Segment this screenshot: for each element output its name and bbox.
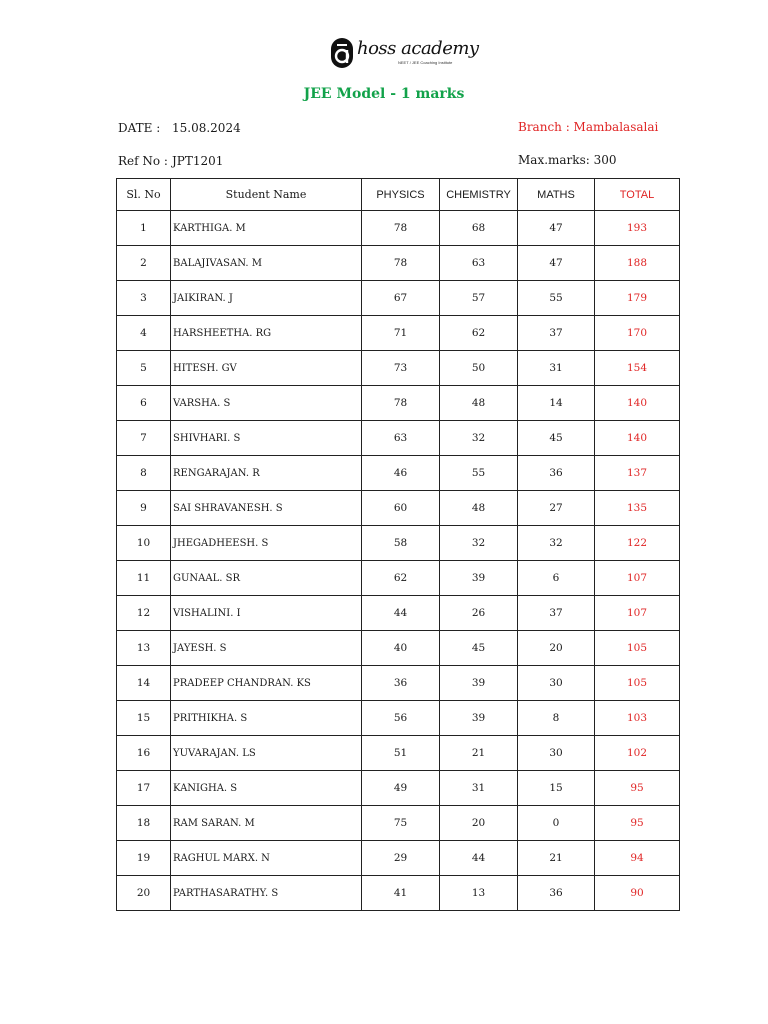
- cell-sl-no: 1: [117, 211, 171, 246]
- cell-chemistry: 20: [440, 806, 518, 841]
- cell-chemistry: 62: [440, 316, 518, 351]
- cell-sl-no: 8: [117, 456, 171, 491]
- cell-maths: 30: [518, 666, 595, 701]
- cell-maths: 47: [518, 246, 595, 281]
- cell-maths: 32: [518, 526, 595, 561]
- cell-student-name: JAYESH. S: [171, 631, 362, 666]
- cell-student-name: SAI SHRAVANESH. S: [171, 491, 362, 526]
- cell-sl-no: 15: [117, 701, 171, 736]
- cell-chemistry: 32: [440, 421, 518, 456]
- cell-total: 103: [595, 701, 680, 736]
- table-row: [117, 736, 680, 771]
- table-row: [117, 526, 680, 561]
- header-student-name: Student Name: [171, 179, 362, 211]
- cell-sl-no: 3: [117, 281, 171, 316]
- header-chemistry: CHEMISTRY: [440, 179, 518, 211]
- cell-maths: 55: [518, 281, 595, 316]
- marks-table: [116, 178, 680, 911]
- academy-logo: [330, 36, 479, 74]
- cell-student-name: SHIVHARI. S: [171, 421, 362, 456]
- cell-sl-no: 9: [117, 491, 171, 526]
- cell-chemistry: 68: [440, 211, 518, 246]
- cell-sl-no: 13: [117, 631, 171, 666]
- cell-chemistry: 13: [440, 876, 518, 911]
- header-sl-no: Sl. No: [117, 179, 171, 211]
- table-row: [117, 316, 680, 351]
- cell-chemistry: 32: [440, 526, 518, 561]
- cell-sl-no: 2: [117, 246, 171, 281]
- cell-total: 193: [595, 211, 680, 246]
- cell-student-name: YUVARAJAN. LS: [171, 736, 362, 771]
- cell-student-name: PARTHASARATHY. S: [171, 876, 362, 911]
- max-marks-label: Max.marks: 300: [518, 153, 617, 167]
- cell-sl-no: 20: [117, 876, 171, 911]
- cell-student-name: BALAJIVASAN. M: [171, 246, 362, 281]
- cell-total: 137: [595, 456, 680, 491]
- cell-student-name: PRADEEP CHANDRAN. KS: [171, 666, 362, 701]
- date-label: DATE :: [118, 121, 161, 135]
- cell-total: 105: [595, 631, 680, 666]
- cell-maths: 36: [518, 876, 595, 911]
- cell-maths: 8: [518, 701, 595, 736]
- cell-total: 140: [595, 421, 680, 456]
- cell-chemistry: 21: [440, 736, 518, 771]
- cell-maths: 27: [518, 491, 595, 526]
- branch-label: Branch : Mambalasalai: [518, 120, 659, 134]
- table-row: [117, 561, 680, 596]
- table-row: [117, 596, 680, 631]
- table-row: [117, 701, 680, 736]
- cell-chemistry: 44: [440, 841, 518, 876]
- cell-physics: 75: [362, 806, 440, 841]
- cell-sl-no: 4: [117, 316, 171, 351]
- cell-chemistry: 39: [440, 561, 518, 596]
- cell-chemistry: 57: [440, 281, 518, 316]
- cell-total: 95: [595, 771, 680, 806]
- cell-chemistry: 39: [440, 701, 518, 736]
- cell-student-name: GUNAAL. SR: [171, 561, 362, 596]
- cell-student-name: PRITHIKHA. S: [171, 701, 362, 736]
- cell-total: 105: [595, 666, 680, 701]
- cell-chemistry: 26: [440, 596, 518, 631]
- table-row: [117, 491, 680, 526]
- cell-sl-no: 17: [117, 771, 171, 806]
- table-row: [117, 456, 680, 491]
- cell-chemistry: 39: [440, 666, 518, 701]
- cell-physics: 29: [362, 841, 440, 876]
- cell-student-name: RAGHUL MARX. N: [171, 841, 362, 876]
- cell-physics: 78: [362, 246, 440, 281]
- cell-total: 179: [595, 281, 680, 316]
- header-physics: PHYSICS: [362, 179, 440, 211]
- cell-chemistry: 45: [440, 631, 518, 666]
- cell-sl-no: 14: [117, 666, 171, 701]
- cell-chemistry: 63: [440, 246, 518, 281]
- cell-student-name: VARSHA. S: [171, 386, 362, 421]
- cell-total: 107: [595, 596, 680, 631]
- table-row: [117, 246, 680, 281]
- cell-student-name: KARTHIGA. M: [171, 211, 362, 246]
- cell-sl-no: 16: [117, 736, 171, 771]
- table-row: [117, 841, 680, 876]
- cell-chemistry: 55: [440, 456, 518, 491]
- cell-maths: 45: [518, 421, 595, 456]
- cell-total: 154: [595, 351, 680, 386]
- cell-total: 188: [595, 246, 680, 281]
- ref-no-label: Ref No :: [118, 154, 168, 168]
- logo-mark-icon: [330, 36, 354, 70]
- cell-maths: 37: [518, 596, 595, 631]
- cell-physics: 41: [362, 876, 440, 911]
- cell-chemistry: 50: [440, 351, 518, 386]
- cell-sl-no: 10: [117, 526, 171, 561]
- logo-tagline: NEET / JEE Coaching Institute: [398, 60, 453, 65]
- cell-student-name: JHEGADHEESH. S: [171, 526, 362, 561]
- cell-physics: 36: [362, 666, 440, 701]
- cell-total: 90: [595, 876, 680, 911]
- cell-physics: 58: [362, 526, 440, 561]
- header-total: TOTAL: [595, 179, 680, 211]
- cell-student-name: KANIGHA. S: [171, 771, 362, 806]
- cell-maths: 37: [518, 316, 595, 351]
- cell-maths: 30: [518, 736, 595, 771]
- cell-physics: 51: [362, 736, 440, 771]
- cell-physics: 78: [362, 211, 440, 246]
- cell-total: 170: [595, 316, 680, 351]
- cell-student-name: JAIKIRAN. J: [171, 281, 362, 316]
- cell-physics: 67: [362, 281, 440, 316]
- table-row: [117, 281, 680, 316]
- cell-total: 102: [595, 736, 680, 771]
- ref-no-value: JPT1201: [172, 154, 224, 168]
- cell-student-name: VISHALINI. I: [171, 596, 362, 631]
- cell-physics: 60: [362, 491, 440, 526]
- cell-student-name: HARSHEETHA. RG: [171, 316, 362, 351]
- table-row: [117, 666, 680, 701]
- cell-chemistry: 31: [440, 771, 518, 806]
- cell-sl-no: 18: [117, 806, 171, 841]
- cell-total: 95: [595, 806, 680, 841]
- table-row: [117, 386, 680, 421]
- cell-maths: 15: [518, 771, 595, 806]
- cell-maths: 0: [518, 806, 595, 841]
- cell-student-name: RENGARAJAN. R: [171, 456, 362, 491]
- header-maths: MATHS: [518, 179, 595, 211]
- cell-total: 135: [595, 491, 680, 526]
- cell-physics: 56: [362, 701, 440, 736]
- cell-total: 122: [595, 526, 680, 561]
- cell-sl-no: 5: [117, 351, 171, 386]
- cell-maths: 21: [518, 841, 595, 876]
- table-row: [117, 806, 680, 841]
- cell-physics: 78: [362, 386, 440, 421]
- table-row: [117, 211, 680, 246]
- cell-maths: 31: [518, 351, 595, 386]
- table-header-row: [117, 179, 680, 211]
- cell-physics: 63: [362, 421, 440, 456]
- table-body: [117, 211, 680, 911]
- cell-maths: 36: [518, 456, 595, 491]
- table-row: [117, 771, 680, 806]
- cell-maths: 20: [518, 631, 595, 666]
- cell-physics: 62: [362, 561, 440, 596]
- cell-physics: 40: [362, 631, 440, 666]
- logo-text: hoss academy: [357, 38, 479, 59]
- cell-physics: 46: [362, 456, 440, 491]
- cell-physics: 71: [362, 316, 440, 351]
- cell-total: 140: [595, 386, 680, 421]
- cell-student-name: HITESH. GV: [171, 351, 362, 386]
- table-row: [117, 631, 680, 666]
- cell-maths: 14: [518, 386, 595, 421]
- date-value: 15.08.2024: [172, 121, 241, 135]
- cell-sl-no: 12: [117, 596, 171, 631]
- table-row: [117, 421, 680, 456]
- cell-physics: 44: [362, 596, 440, 631]
- document-title: JEE Model - 1 marks: [303, 86, 465, 102]
- cell-sl-no: 19: [117, 841, 171, 876]
- cell-chemistry: 48: [440, 491, 518, 526]
- cell-total: 107: [595, 561, 680, 596]
- cell-chemistry: 48: [440, 386, 518, 421]
- cell-sl-no: 6: [117, 386, 171, 421]
- cell-sl-no: 11: [117, 561, 171, 596]
- cell-sl-no: 7: [117, 421, 171, 456]
- cell-maths: 47: [518, 211, 595, 246]
- cell-total: 94: [595, 841, 680, 876]
- table-row: [117, 876, 680, 911]
- cell-physics: 49: [362, 771, 440, 806]
- cell-physics: 73: [362, 351, 440, 386]
- cell-maths: 6: [518, 561, 595, 596]
- table-row: [117, 351, 680, 386]
- cell-student-name: RAM SARAN. M: [171, 806, 362, 841]
